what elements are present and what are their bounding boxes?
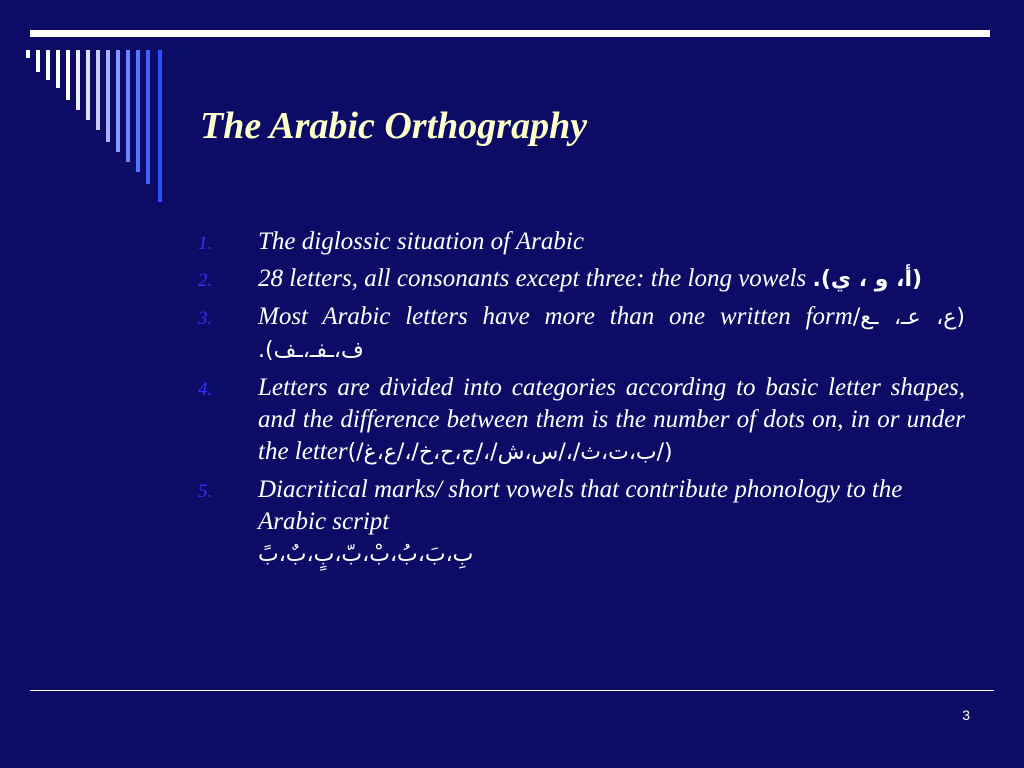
decorative-bars xyxy=(0,0,200,220)
list-item xyxy=(195,226,965,258)
arabic-diacritics: بِ،بَ،بُ،بْ،بّ،بٍ،بٌ،بً xyxy=(258,542,474,567)
item-number: 3. xyxy=(198,308,213,329)
decorative-bar xyxy=(26,50,30,58)
arabic-letter-categories: (/ب،ت،ث/،/س،ش/،/ج،ح،خ/،/ع،غ/) xyxy=(347,440,673,465)
item-number: 5. xyxy=(198,481,213,502)
decorative-bar xyxy=(158,50,162,202)
decorative-bar xyxy=(76,50,80,110)
item-number: 1. xyxy=(198,233,213,254)
item-text-content: Diacritical marks/ short vowels that contribute phonology to the Arabic script xyxy=(258,476,903,535)
item-text xyxy=(258,263,965,296)
decorative-bar xyxy=(86,50,90,120)
item-text xyxy=(258,372,965,469)
decorative-bar xyxy=(126,50,130,162)
item-text-content: 28 letters, all consonants except three: the long vowels xyxy=(258,265,807,292)
item-text-content: The diglossic situation of Arabic xyxy=(258,228,584,255)
list-item xyxy=(195,301,965,367)
decorative-bar xyxy=(106,50,110,142)
bullet-list xyxy=(195,226,965,576)
decorative-bar xyxy=(96,50,100,130)
arabic-vowels: (أ، و ، ي). xyxy=(812,267,923,292)
decorative-bar xyxy=(36,50,40,72)
bottom-rule xyxy=(30,690,994,691)
decorative-bar xyxy=(56,50,60,88)
decorative-bar xyxy=(146,50,150,184)
item-number: 2. xyxy=(198,270,213,291)
decorative-bar xyxy=(46,50,50,80)
slide-title: The Arabic Orthography xyxy=(200,105,588,147)
item-text-content: Letters are divided into categories according to basic letter shapes, and the difference between them is the number of dots on, in or under the letter xyxy=(258,374,965,465)
decorative-bar xyxy=(136,50,140,172)
item-text xyxy=(258,474,965,571)
item-text-content: Most Arabic letters have more than one written form xyxy=(258,303,853,330)
arabic-letter-forms: (ع، عـ، ـع/ ف،ـفـ،ـف). xyxy=(258,305,965,363)
item-text xyxy=(258,301,965,367)
decorative-bar xyxy=(66,50,70,100)
item-number: 4. xyxy=(198,379,213,400)
item-text xyxy=(258,226,965,258)
decorative-bar xyxy=(116,50,120,152)
list-item xyxy=(195,474,965,571)
page-number: 3 xyxy=(962,707,970,723)
list-item xyxy=(195,372,965,469)
list-item xyxy=(195,263,965,296)
